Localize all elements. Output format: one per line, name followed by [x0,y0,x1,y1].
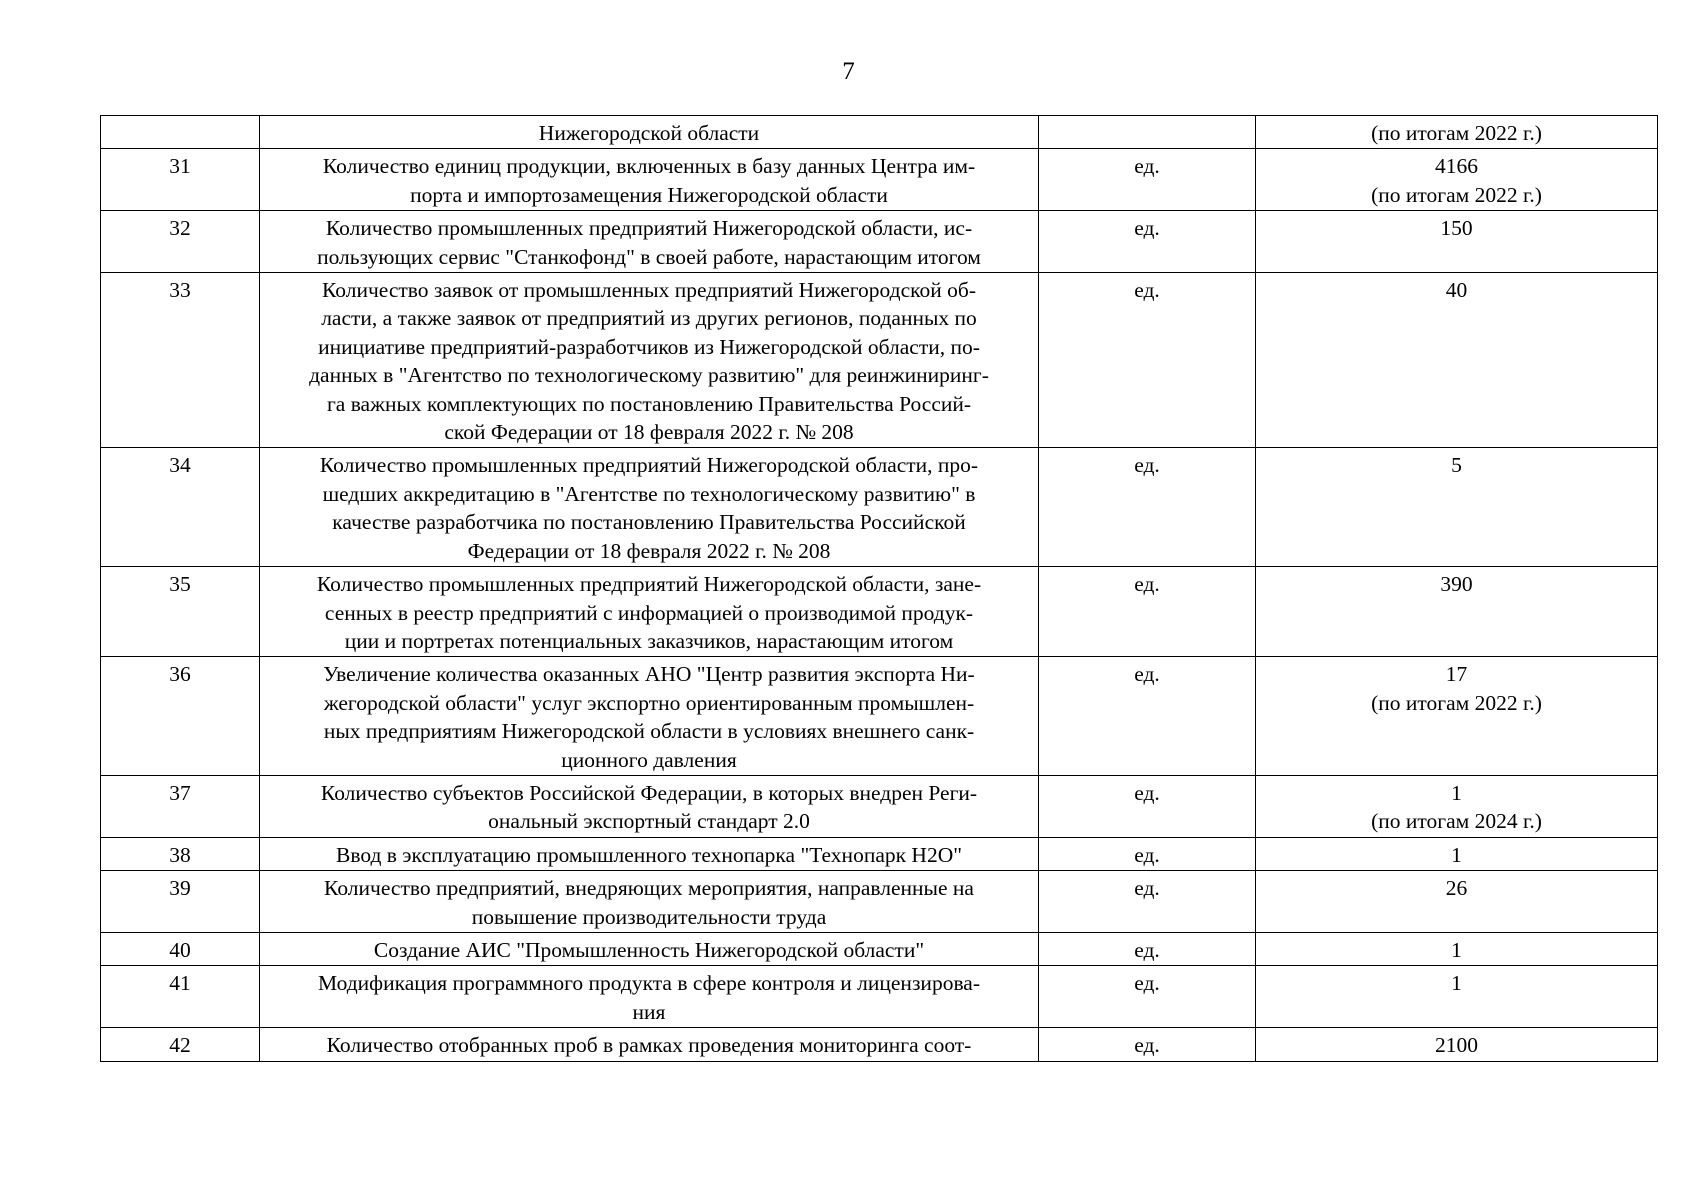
unit-cell: ед. [1039,149,1256,211]
indicator-name-cell: Нижегородской области [260,116,1039,149]
target-value-cell: 1 (по итогам 2024 г.) [1256,775,1658,837]
row-number-cell: 41 [101,966,260,1028]
indicator-name-cell: Увеличение количества оказанных АНО "Центр развития экспорта Ни- жегородской области" услуг экспортно ориентированным промышлен- ных предприятиям Нижегородской области в условиях внешнего санк- ционного давления [260,657,1039,776]
table-row-continued [101,116,1658,149]
table-row [101,775,1658,837]
target-value-cell: 5 [1256,448,1658,567]
target-value-cell: (по итогам 2022 г.) [1256,116,1658,149]
indicator-name-cell: Количество субъектов Российской Федерации, в которых внедрен Реги- ональный экспортный стандарт 2.0 [260,775,1039,837]
indicator-name-cell: Количество заявок от промышленных предприятий Нижегородской об- ласти, а также заявок от предприятий из других регионов, поданных по инициативе предприятий-разработчиков из Нижегородской области, по- данных в "Агентство по технологическому развитию" для реинжиниринг- га важных комплектующих по постановлению Правительства Россий- ской Федерации от 18 февраля 2022 г. № 208 [260,273,1039,448]
unit-cell: ед. [1039,273,1256,448]
indicator-name-cell: Количество промышленных предприятий Нижегородской области, ис- пользующих сервис "Станкофонд" в своей работе, нарастающим итогом [260,211,1039,273]
indicator-name-cell: Количество предприятий, внедряющих мероприятия, направленные на повышение производительности труда [260,871,1039,933]
unit-cell: ед. [1039,837,1256,870]
target-value-cell: 1 [1256,837,1658,870]
page-number: 7 [842,58,855,85]
row-number-cell: 34 [101,448,260,567]
table-row [101,1028,1658,1061]
row-number-cell: 37 [101,775,260,837]
row-number-cell: 36 [101,657,260,776]
table-row [101,871,1658,933]
row-number-cell [101,116,260,149]
target-value-cell: 17 (по итогам 2022 г.) [1256,657,1658,776]
row-number-cell: 35 [101,567,260,657]
unit-cell: ед. [1039,567,1256,657]
unit-cell: ед. [1039,1028,1256,1061]
indicators-table [100,115,1658,1062]
row-number-cell: 33 [101,273,260,448]
table-row [101,273,1658,448]
target-value-cell: 40 [1256,273,1658,448]
target-value-cell: 150 [1256,211,1658,273]
target-value-cell: 390 [1256,567,1658,657]
indicator-name-cell: Количество отобранных проб в рамках проведения мониторинга соот- [260,1028,1039,1061]
target-value-cell: 1 [1256,966,1658,1028]
unit-cell: ед. [1039,657,1256,776]
target-value-cell: 1 [1256,932,1658,965]
table-row [101,448,1658,567]
table-row [101,837,1658,870]
indicator-name-cell: Модификация программного продукта в сфере контроля и лицензирова- ния [260,966,1039,1028]
row-number-cell: 31 [101,149,260,211]
indicator-name-cell: Количество промышленных предприятий Нижегородской области, зане- сенных в реестр предприятий с информацией о производимой продук- ции и портретах потенциальных заказчиков, нарастающим итогом [260,567,1039,657]
unit-cell: ед. [1039,871,1256,933]
table-row [101,567,1658,657]
indicator-name-cell: Создание АИС "Промышленность Нижегородской области" [260,932,1039,965]
unit-cell: ед. [1039,932,1256,965]
unit-cell: ед. [1039,775,1256,837]
row-number-cell: 32 [101,211,260,273]
table-row [101,657,1658,776]
unit-cell: ед. [1039,211,1256,273]
target-value-cell: 2100 [1256,1028,1658,1061]
row-number-cell: 38 [101,837,260,870]
table-row [101,211,1658,273]
row-number-cell: 42 [101,1028,260,1061]
indicator-name-cell: Количество единиц продукции, включенных в базу данных Центра им- порта и импортозамещения Нижегородской области [260,149,1039,211]
target-value-cell: 4166 (по итогам 2022 г.) [1256,149,1658,211]
table-row [101,966,1658,1028]
row-number-cell: 39 [101,871,260,933]
table-row [101,149,1658,211]
indicator-name-cell: Количество промышленных предприятий Нижегородской области, про- шедших аккредитацию в "Агентстве по технологическому развитию" в качестве разработчика по постановлению Правительства Российской Федерации от 18 февраля 2022 г. № 208 [260,448,1039,567]
indicator-name-cell: Ввод в эксплуатацию промышленного технопарка "Технопарк Н2О" [260,837,1039,870]
unit-cell [1039,116,1256,149]
target-value-cell: 26 [1256,871,1658,933]
row-number-cell: 40 [101,932,260,965]
unit-cell: ед. [1039,966,1256,1028]
table-row [101,932,1658,965]
unit-cell: ед. [1039,448,1256,567]
